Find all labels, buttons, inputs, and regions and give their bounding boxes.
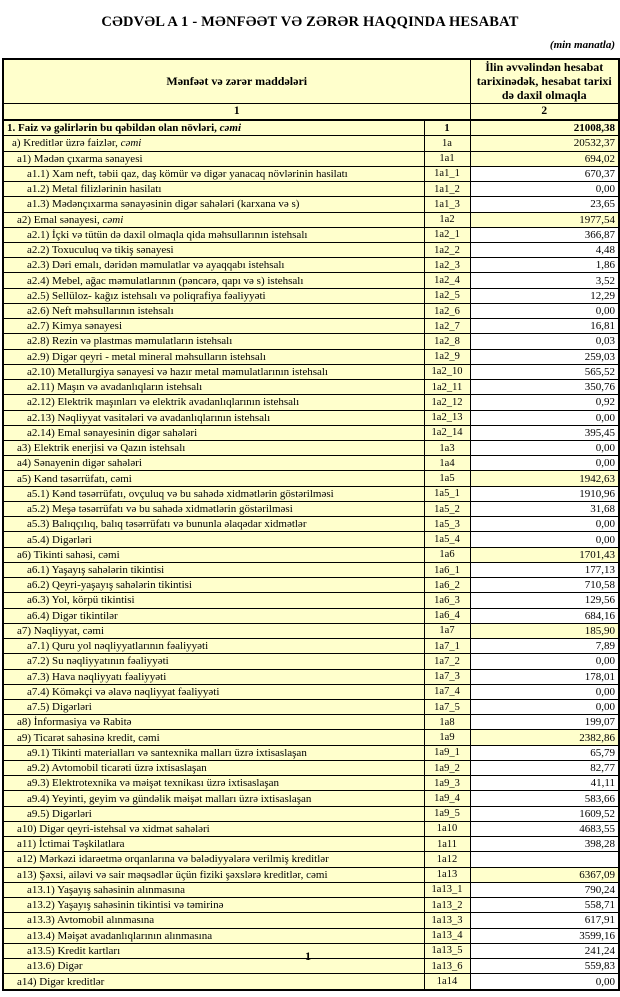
row-label: a12) Mərkəzi idarəetmə orqanlarına və bələdiyyələrə verilmiş kreditlər xyxy=(3,852,424,867)
row-label: a4) Sənayenin digər sahələri xyxy=(3,456,424,471)
row-value: 0,03 xyxy=(470,334,619,349)
row-value: 23,65 xyxy=(470,197,619,212)
row-code: 1a xyxy=(424,136,470,151)
row-label: a6.4) Digər tikintilər xyxy=(3,608,424,623)
row-label: a3) Elektrik enerjisi və Qazın istehsalı xyxy=(3,441,424,456)
row-label: a2.1) İçki və tütün də daxil olmaqla qida məhsullarının istehsalı xyxy=(3,227,424,242)
table-row xyxy=(3,349,619,364)
row-value: 670,37 xyxy=(470,166,619,181)
row-label: a2) Emal sənayesi, cəmi xyxy=(3,212,424,227)
row-value: 565,52 xyxy=(470,364,619,379)
table-row xyxy=(3,669,619,684)
table-row xyxy=(3,410,619,425)
table-row xyxy=(3,821,619,836)
row-value: 0,00 xyxy=(470,684,619,699)
page-title: CƏDVƏL A 1 - MƏNFƏƏT VƏ ZƏRƏR HAQQINDA HESABAT xyxy=(101,14,519,30)
row-value: 0,00 xyxy=(470,532,619,547)
row-label: a9) Ticarət sahəsinə kredit, cəmi xyxy=(3,730,424,745)
row-code: 1a4 xyxy=(424,456,470,471)
row-code: 1a7_3 xyxy=(424,669,470,684)
row-code: 1a7_2 xyxy=(424,654,470,669)
row-label: a2.8) Rezin və plastmas məmulatların istehsalı xyxy=(3,334,424,349)
row-label: a11) İctimai Təşkilatlara xyxy=(3,837,424,852)
table-row xyxy=(3,501,619,516)
row-code: 1a3 xyxy=(424,441,470,456)
row-code: 1a13 xyxy=(424,867,470,882)
table-row xyxy=(3,471,619,486)
table-row xyxy=(3,791,619,806)
table-row xyxy=(3,197,619,212)
row-value: 259,03 xyxy=(470,349,619,364)
row-value: 558,71 xyxy=(470,898,619,913)
row-label: a6.3) Yol, körpü tikintisi xyxy=(3,593,424,608)
row-label: a2.14) Emal sənayesinin digər sahələri xyxy=(3,425,424,440)
header-row xyxy=(3,59,619,103)
row-label: a7) Nəqliyyat, cəmi xyxy=(3,623,424,638)
row-label: a9.2) Avtomobil ticarəti üzrə ixtisaslaşan xyxy=(3,760,424,775)
row-value: 185,90 xyxy=(470,623,619,638)
row-value: 398,28 xyxy=(470,837,619,852)
table-row xyxy=(3,776,619,791)
row-label: 1. Faiz və gəlirlərin bu qəbildən olan növləri, cəmi xyxy=(3,120,424,136)
row-value: 199,07 xyxy=(470,715,619,730)
table-row xyxy=(3,486,619,501)
table-row xyxy=(3,227,619,242)
row-value: 694,02 xyxy=(470,151,619,166)
row-value: 12,29 xyxy=(470,288,619,303)
row-value: 0,00 xyxy=(470,410,619,425)
table-row xyxy=(3,593,619,608)
row-value: 0,00 xyxy=(470,456,619,471)
row-value: 2382,86 xyxy=(470,730,619,745)
table-row xyxy=(3,562,619,577)
row-code: 1a9_3 xyxy=(424,776,470,791)
row-code: 1a5_2 xyxy=(424,501,470,516)
row-code: 1a13_4 xyxy=(424,928,470,943)
items-column-header: Mənfəət və zərər maddələri xyxy=(3,59,470,103)
table-row xyxy=(3,151,619,166)
row-label: a9.1) Tikinti materialları və santexnika malları üzrə ixtisaslaşan xyxy=(3,745,424,760)
row-label: a2.2) Toxuculuq və tikiş sənayesi xyxy=(3,242,424,257)
row-value: 1609,52 xyxy=(470,806,619,821)
row-value: 20532,37 xyxy=(470,136,619,151)
row-code: 1a2_7 xyxy=(424,319,470,334)
table-row xyxy=(3,806,619,821)
profit-loss-table xyxy=(2,58,620,991)
row-value: 0,00 xyxy=(470,303,619,318)
row-value: 0,00 xyxy=(470,654,619,669)
row-value: 177,13 xyxy=(470,562,619,577)
row-label: a13) Şəxsi, ailəvi və sair məqsədlər üçün fiziki şəxslərə kreditlər, cəmi xyxy=(3,867,424,882)
row-label: a13.4) Məişət avadanlıqlarının alınmasına xyxy=(3,928,424,943)
row-value: 684,16 xyxy=(470,608,619,623)
row-code: 1a7_1 xyxy=(424,639,470,654)
table-row xyxy=(3,852,619,867)
row-code: 1a13_5 xyxy=(424,943,470,958)
row-code: 1a9_2 xyxy=(424,760,470,775)
row-code: 1a5_4 xyxy=(424,532,470,547)
row-label: a9.5) Digərləri xyxy=(3,806,424,821)
table-row xyxy=(3,364,619,379)
table-row xyxy=(3,730,619,745)
row-code: 1a13_1 xyxy=(424,882,470,897)
table-row xyxy=(3,303,619,318)
table-row xyxy=(3,319,619,334)
row-value: 0,00 xyxy=(470,700,619,715)
table-row xyxy=(3,395,619,410)
row-value: 0,00 xyxy=(470,441,619,456)
row-label: a9.3) Elektrotexnika və məişət texnikası üzrə ixtisaslaşan xyxy=(3,776,424,791)
row-code: 1a2_1 xyxy=(424,227,470,242)
table-row xyxy=(3,760,619,775)
table-row xyxy=(3,882,619,897)
row-label: a8) İnformasiya və Rabitə xyxy=(3,715,424,730)
table-body xyxy=(3,120,619,990)
row-code: 1a14 xyxy=(424,974,470,990)
row-label: a9.4) Yeyinti, geyim və gündəlik məişət malları üzrə ixtisaslaşan xyxy=(3,791,424,806)
table-row xyxy=(3,700,619,715)
table-row xyxy=(3,136,619,151)
row-label: a7.3) Hava nəqliyyatı fəaliyyəti xyxy=(3,669,424,684)
row-value: 617,91 xyxy=(470,913,619,928)
row-label: a2.11) Maşın və avadanlıqların istehsalı xyxy=(3,380,424,395)
row-code: 1a1 xyxy=(424,151,470,166)
row-value: 0,92 xyxy=(470,395,619,410)
row-value: 4,48 xyxy=(470,242,619,257)
row-code: 1a5 xyxy=(424,471,470,486)
row-label: a2.13) Nəqliyyat vasitələri və avadanlıqlarının istehsalı xyxy=(3,410,424,425)
table-row xyxy=(3,182,619,197)
row-value: 1942,63 xyxy=(470,471,619,486)
table-row xyxy=(3,532,619,547)
row-label: a2.12) Elektrik maşınları və elektrik avadanlıqlarının istehsalı xyxy=(3,395,424,410)
row-code: 1a2_13 xyxy=(424,410,470,425)
row-value: 0,00 xyxy=(470,182,619,197)
row-code: 1a5_3 xyxy=(424,517,470,532)
table-row xyxy=(3,639,619,654)
row-value: 366,87 xyxy=(470,227,619,242)
value-column-header: İlin əvvəlindən hesabat tarixinədək, hesabat tarixi də daxil olmaqla xyxy=(470,59,619,103)
table-row xyxy=(3,654,619,669)
row-code: 1a13_3 xyxy=(424,913,470,928)
row-code: 1a2_10 xyxy=(424,364,470,379)
table-row xyxy=(3,212,619,227)
row-value: 129,56 xyxy=(470,593,619,608)
row-code: 1a2 xyxy=(424,212,470,227)
table-row xyxy=(3,715,619,730)
row-code: 1a6_2 xyxy=(424,578,470,593)
row-code: 1a5_1 xyxy=(424,486,470,501)
row-code: 1a11 xyxy=(424,837,470,852)
row-code: 1a2_2 xyxy=(424,242,470,257)
row-value: 178,01 xyxy=(470,669,619,684)
row-value: 395,45 xyxy=(470,425,619,440)
row-value: 0,00 xyxy=(470,517,619,532)
column-number-row xyxy=(3,103,619,120)
row-label: a) Kreditlər üzrə faizlər, cəmi xyxy=(3,136,424,151)
row-label: a5.2) Meşə təsərrüfatı və bu sahədə xidmətlərin göstərilməsi xyxy=(3,501,424,516)
row-label: a1.3) Mədənçıxarma sənayəsinin digər sahələri (karxana və s) xyxy=(3,197,424,212)
row-value: 710,58 xyxy=(470,578,619,593)
row-code: 1a9_4 xyxy=(424,791,470,806)
row-code: 1a1_1 xyxy=(424,166,470,181)
row-code: 1a2_12 xyxy=(424,395,470,410)
row-code: 1a1_3 xyxy=(424,197,470,212)
row-code: 1a2_3 xyxy=(424,258,470,273)
page-number: 1 xyxy=(305,949,311,963)
row-value: 41,11 xyxy=(470,776,619,791)
row-label: a1.2) Metal filizlərinin hasilatı xyxy=(3,182,424,197)
row-label: a13.2) Yaşayış sahəsinin tikintisi və təmirinə xyxy=(3,898,424,913)
row-value: 65,79 xyxy=(470,745,619,760)
table-row xyxy=(3,288,619,303)
table-row xyxy=(3,837,619,852)
row-code: 1a2_14 xyxy=(424,425,470,440)
row-label: a13.6) Digər xyxy=(3,958,424,973)
table-row xyxy=(3,120,619,136)
row-label: a5) Kənd təsərrüfatı, cəmi xyxy=(3,471,424,486)
table-row xyxy=(3,273,619,288)
row-value: 241,24 xyxy=(470,943,619,958)
row-code: 1a13_2 xyxy=(424,898,470,913)
row-value: 790,24 xyxy=(470,882,619,897)
row-code: 1a9_1 xyxy=(424,745,470,760)
row-value: 350,76 xyxy=(470,380,619,395)
table-row xyxy=(3,242,619,257)
row-code: 1a13_6 xyxy=(424,958,470,973)
row-label: a5.1) Kənd təsərrüfatı, ovçuluq və bu sahədə xidmətlərin göstərilməsi xyxy=(3,486,424,501)
row-label: a2.3) Dəri emalı, dəridən məmulatlar və ayaqqabı istehsalı xyxy=(3,258,424,273)
table-row xyxy=(3,608,619,623)
row-label: a7.5) Digərləri xyxy=(3,700,424,715)
row-label: a13.1) Yaşayış sahəsinin alınmasına xyxy=(3,882,424,897)
table-row xyxy=(3,898,619,913)
row-label: a5.4) Digərləri xyxy=(3,532,424,547)
row-value: 21008,38 xyxy=(470,120,619,136)
table-row xyxy=(3,623,619,638)
row-value: 16,81 xyxy=(470,319,619,334)
row-value: 4683,55 xyxy=(470,821,619,836)
table-row xyxy=(3,974,619,990)
row-code: 1a2_5 xyxy=(424,288,470,303)
row-label: a13.3) Avtomobil alınmasına xyxy=(3,913,424,928)
row-value: 1701,43 xyxy=(470,547,619,562)
row-code: 1a7 xyxy=(424,623,470,638)
row-value: 0,00 xyxy=(470,974,619,990)
row-code: 1a10 xyxy=(424,821,470,836)
table-row xyxy=(3,258,619,273)
row-value xyxy=(470,852,619,867)
row-code: 1a12 xyxy=(424,852,470,867)
row-label: a7.4) Köməkçi və əlavə nəqliyyat fəaliyyəti xyxy=(3,684,424,699)
row-label: a6) Tikinti sahəsi, cəmi xyxy=(3,547,424,562)
row-value: 1,86 xyxy=(470,258,619,273)
row-label: a1) Mədən çıxarma sənayesi xyxy=(3,151,424,166)
row-code: 1a6 xyxy=(424,547,470,562)
row-code: 1 xyxy=(424,120,470,136)
row-label: a1.1) Xam neft, təbii qaz, daş kömür və digər yanacaq növlərinin hasilatı xyxy=(3,166,424,181)
table-row xyxy=(3,166,619,181)
row-code: 1a2_9 xyxy=(424,349,470,364)
row-value: 583,66 xyxy=(470,791,619,806)
table-row xyxy=(3,928,619,943)
table-row xyxy=(3,867,619,882)
row-code: 1a6_1 xyxy=(424,562,470,577)
row-code: 1a7_4 xyxy=(424,684,470,699)
row-value: 1910,96 xyxy=(470,486,619,501)
row-code: 1a2_8 xyxy=(424,334,470,349)
row-label: a7.2) Su nəqliyyatının fəaliyyəti xyxy=(3,654,424,669)
row-value: 31,68 xyxy=(470,501,619,516)
row-code: 1a9_5 xyxy=(424,806,470,821)
row-label: a2.4) Mebel, ağac məmulatlarının (pəncərə, qapı və s) istehsalı xyxy=(3,273,424,288)
row-value: 3599,16 xyxy=(470,928,619,943)
table-row xyxy=(3,517,619,532)
table-row xyxy=(3,425,619,440)
row-label: a6.1) Yaşayış sahələrin tikintisi xyxy=(3,562,424,577)
row-label: a13.5) Kredit kartları xyxy=(3,943,424,958)
row-code: 1a2_11 xyxy=(424,380,470,395)
row-code: 1a2_4 xyxy=(424,273,470,288)
row-code: 1a7_5 xyxy=(424,700,470,715)
table-header xyxy=(3,59,619,120)
row-value: 7,89 xyxy=(470,639,619,654)
table-row xyxy=(3,547,619,562)
table-row xyxy=(3,441,619,456)
row-value: 6367,09 xyxy=(470,867,619,882)
row-label: a2.9) Digər qeyri - metal mineral məhsulların istehsalı xyxy=(3,349,424,364)
table-row xyxy=(3,380,619,395)
table-row xyxy=(3,684,619,699)
row-label: a2.5) Sellüloz- kağız istehsalı və poliqrafiya fəaliyyəti xyxy=(3,288,424,303)
row-label: a10) Digər qeyri-istehsal və xidmət sahələri xyxy=(3,821,424,836)
table-row xyxy=(3,578,619,593)
table-row xyxy=(3,745,619,760)
row-code: 1a2_6 xyxy=(424,303,470,318)
column-number-2: 2 xyxy=(470,103,619,120)
column-number-1: 1 xyxy=(3,103,470,120)
row-value: 1977,54 xyxy=(470,212,619,227)
table-row xyxy=(3,334,619,349)
row-code: 1a6_4 xyxy=(424,608,470,623)
row-code: 1a6_3 xyxy=(424,593,470,608)
row-label: a2.7) Kimya sənayesi xyxy=(3,319,424,334)
row-label: a7.1) Quru yol nəqliyyatlarının fəaliyyəti xyxy=(3,639,424,654)
row-code: 1a9 xyxy=(424,730,470,745)
row-value: 559,83 xyxy=(470,958,619,973)
row-value: 82,77 xyxy=(470,760,619,775)
table-row xyxy=(3,456,619,471)
row-code: 1a1_2 xyxy=(424,182,470,197)
row-label: a6.2) Qeyri-yaşayış sahələrin tikintisi xyxy=(3,578,424,593)
row-label: a2.6) Neft məhsullarının istehsalı xyxy=(3,303,424,318)
table-row xyxy=(3,913,619,928)
row-label: a14) Digər kreditlər xyxy=(3,974,424,990)
unit-note: (min manatla) xyxy=(549,39,615,51)
row-label: a5.3) Balıqçılıq, balıq təsərrüfatı və bununla əlaqədar xidmətlər xyxy=(3,517,424,532)
row-label: a2.10) Metallurgiya sənayesi və hazır metal məmulatlarının istehsalı xyxy=(3,364,424,379)
row-code: 1a8 xyxy=(424,715,470,730)
row-value: 3,52 xyxy=(470,273,619,288)
